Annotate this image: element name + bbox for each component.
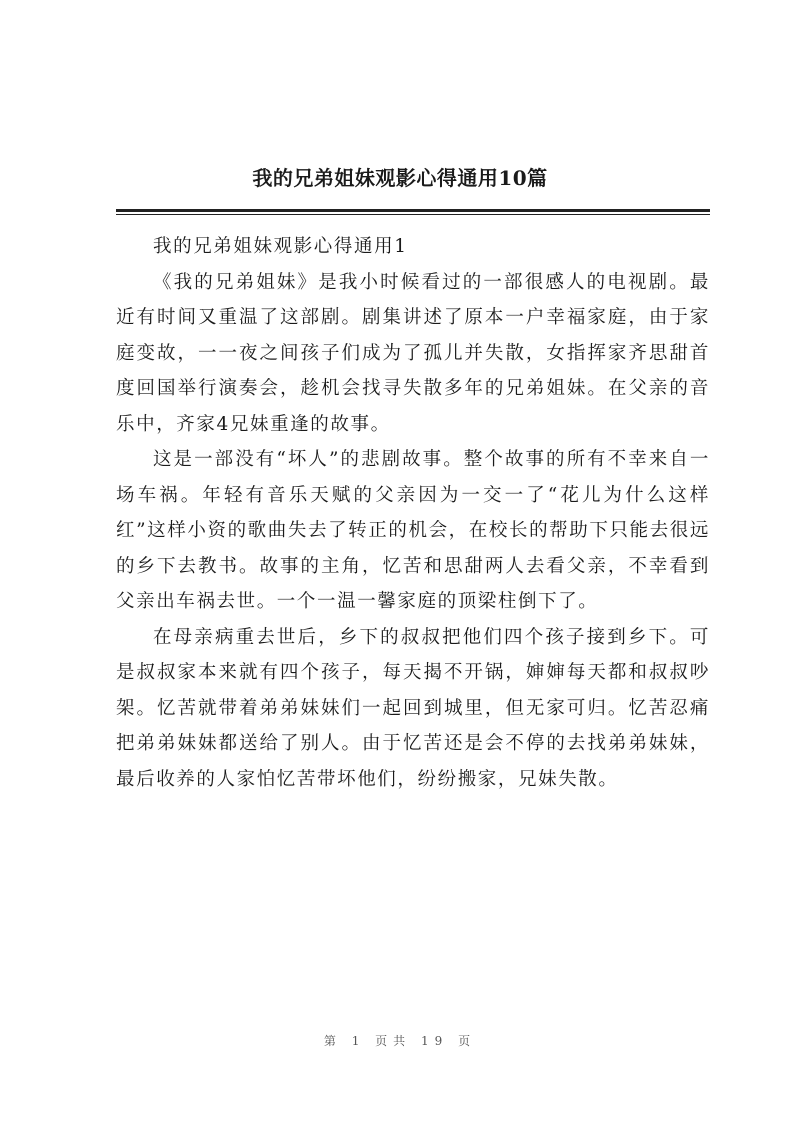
- document-title: 我的兄弟姐妹观影心得通用10篇: [252, 166, 548, 190]
- document-body: [116, 229, 710, 797]
- paragraph-1: 《我的兄弟姐妹》是我小时候看过的一部很感人的电视剧。最近有时间又重温了这部剧。剧集讲述了原本一户幸福家庭，由于家庭变故，一一夜之间孩子们成为了孤儿并失散，女指挥家齐思甜首度回国举行演奏会，趁机会找寻失散多年的兄弟姐妹。在父亲的音乐中，齐家4兄妹重逢的故事。: [116, 271, 710, 435]
- paragraph-3: 在母亲病重去世后，乡下的叔叔把他们四个孩子接到乡下。可是叔叔家本来就有四个孩子，每天揭不开锅，婶婶每天都和叔叔吵架。忆苦就带着弟弟妹妹们一起回到城里，但无家可归。忆苦忍痛把弟弟妹妹都送给了别人。由于忆苦还是会不停的去找弟弟妹妹，最后收养的人家怕忆苦带坏他们，纷纷搬家，兄妹失散。: [116, 626, 710, 790]
- paragraph-2: 这是一部没有“坏人”的悲剧故事。整个故事的所有不幸来自一场车祸。年轻有音乐天赋的父亲因为一交一了“花儿为什么这样红”这样小资的歌曲失去了转正的机会，在校长的帮助下只能去很远的乡下去教书。故事的主角，忆苦和思甜两人去看父亲，不幸看到父亲出车祸去世。一个一温一馨家庭的顶梁柱倒下了。: [116, 449, 710, 612]
- section-heading: 我的兄弟姐妹观影心得通用1: [153, 236, 408, 257]
- page-number-footer: 第 1 页共 19 页: [323, 1034, 477, 1048]
- title-divider-thick: [116, 209, 710, 212]
- title-divider-thin: [116, 214, 710, 215]
